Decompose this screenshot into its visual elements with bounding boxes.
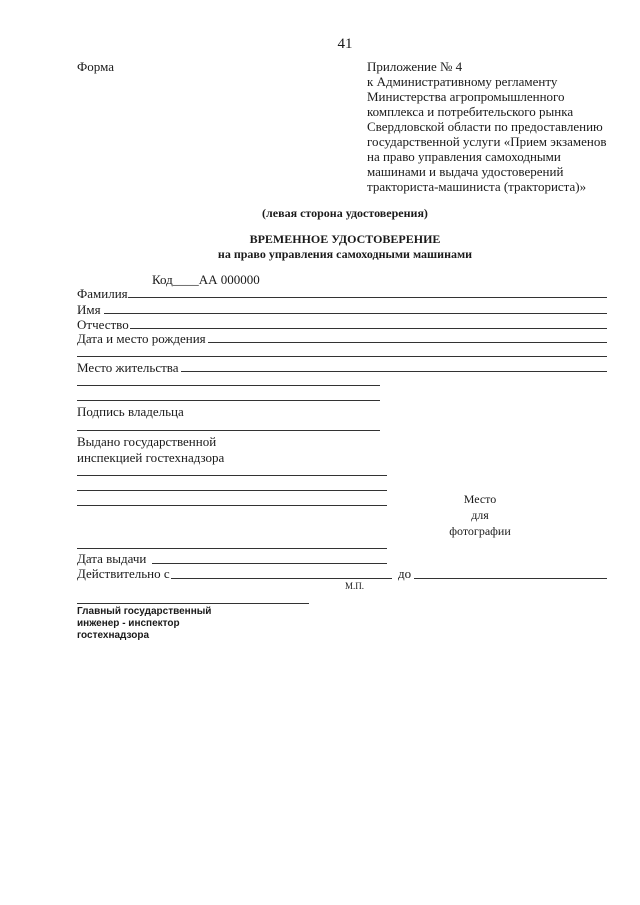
issued-by-line-3[interactable] xyxy=(77,505,387,506)
photo-text-line: для xyxy=(471,508,489,522)
name-line[interactable] xyxy=(104,313,607,314)
surname-line[interactable] xyxy=(128,297,607,298)
appendix-line: Свердловской области по предоставлению xyxy=(367,119,603,134)
appendix-line: Приложение № 4 xyxy=(367,59,463,74)
signatory-line-text: инженер - инспектор xyxy=(77,618,180,629)
page-number: 41 xyxy=(337,36,353,52)
appendix-line: тракториста-машиниста (тракториста)» xyxy=(367,179,587,194)
certificate-code: Код____АА 000000 xyxy=(152,272,260,287)
signatory-line-text: гостехнадзора xyxy=(77,630,150,641)
form-label: Форма xyxy=(77,59,114,74)
appendix-line: машинами и выдача удостоверений xyxy=(367,164,564,179)
valid-from-line[interactable] xyxy=(171,578,392,579)
surname-label: Фамилия xyxy=(77,286,128,301)
residence-line-3[interactable] xyxy=(77,400,380,401)
issued-by-label-1: Выдано государственной xyxy=(77,434,217,449)
side-note: (левая сторона удостоверения) xyxy=(262,206,428,220)
photo-text-line: фотографии xyxy=(449,524,511,538)
issue-date-label: Дата выдачи xyxy=(77,551,147,566)
document-subtitle: на право управления самоходными машинами xyxy=(217,247,473,261)
issued-by-line-1[interactable] xyxy=(77,475,387,476)
patronymic-line[interactable] xyxy=(130,328,607,329)
issue-date-line[interactable] xyxy=(152,563,387,564)
appendix-block xyxy=(367,59,617,194)
patronymic-label: Отчество xyxy=(77,317,129,332)
owner-signature-label: Подпись владельца xyxy=(77,404,184,419)
birth-label: Дата и место рождения xyxy=(77,331,206,346)
stamp-mark: М.П. xyxy=(345,581,365,591)
appendix-line: комплекса и потребительского рынка xyxy=(367,104,574,119)
birth-line-2[interactable] xyxy=(77,356,607,357)
document-title: ВРЕМЕННОЕ УДОСТОВЕРЕНИЕ xyxy=(249,232,441,246)
pre-date-line[interactable] xyxy=(77,548,387,549)
appendix-line: к Административному регламенту xyxy=(367,74,558,89)
photo-text-line: Место xyxy=(463,492,497,506)
signatory-line[interactable] xyxy=(77,603,309,604)
signatory-block xyxy=(77,606,211,642)
valid-from-label: Действительно с xyxy=(77,566,170,581)
appendix-line: на право управления самоходными xyxy=(367,149,561,164)
valid-to-label: до xyxy=(398,566,412,581)
owner-signature-line[interactable] xyxy=(77,430,380,431)
birth-line[interactable] xyxy=(208,342,607,343)
appendix-line: Министерства агропромышленного xyxy=(367,89,565,104)
photo-placeholder xyxy=(430,492,530,538)
signatory-line-text: Главный государственный xyxy=(77,606,212,617)
residence-line[interactable] xyxy=(181,371,607,372)
issued-by-line-2[interactable] xyxy=(77,490,387,491)
valid-to-line[interactable] xyxy=(414,578,607,579)
name-label: Имя xyxy=(77,302,101,317)
residence-label: Место жительства xyxy=(77,360,179,375)
appendix-line: государственной услуги «Прием экзаменов xyxy=(367,134,607,149)
issued-by-label-2: инспекцией гостехнадзора xyxy=(77,450,225,465)
residence-line-2[interactable] xyxy=(77,385,380,386)
